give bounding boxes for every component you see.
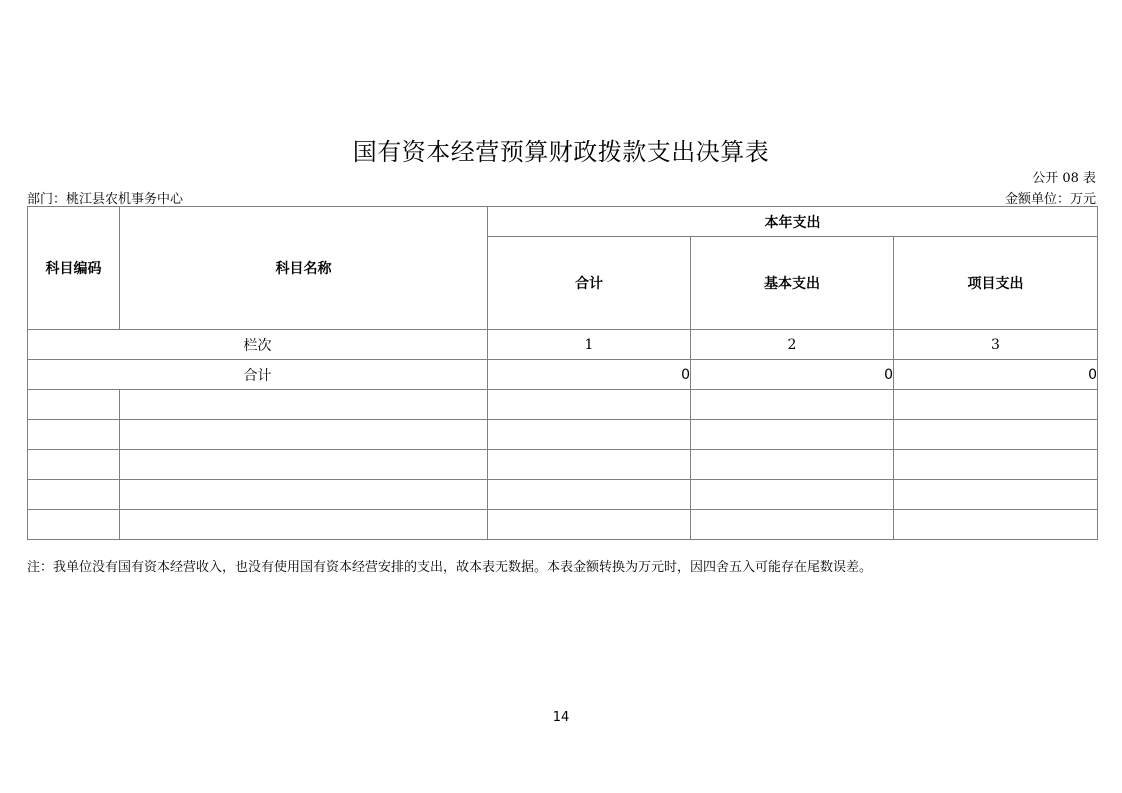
total-row <box>28 360 1098 390</box>
table-cell <box>28 390 120 420</box>
table-cell <box>894 390 1098 420</box>
table-cell <box>120 450 488 480</box>
department-label: 部门：桃江县农机事务中心 <box>27 192 184 207</box>
total-row-total-value: 0 <box>488 360 691 390</box>
table-cell <box>691 420 894 450</box>
table-row <box>28 510 1098 540</box>
header-total: 合计 <box>488 237 691 330</box>
column-number-row <box>28 330 1098 360</box>
table-cell <box>894 420 1098 450</box>
table-cell <box>28 420 120 450</box>
table-cell <box>691 510 894 540</box>
header-subject-name: 科目名称 <box>120 207 488 330</box>
column-number-1: 1 <box>488 330 691 360</box>
table-cell <box>28 510 120 540</box>
table-cell <box>894 510 1098 540</box>
form-code: 公开 08 表 <box>1032 171 1096 186</box>
table-cell <box>28 450 120 480</box>
header-basic-expense: 基本支出 <box>691 237 894 330</box>
budget-table <box>27 206 1098 540</box>
table-row <box>28 390 1098 420</box>
table-cell <box>488 420 691 450</box>
total-row-basic-value: 0 <box>691 360 894 390</box>
total-row-project-value: 0 <box>894 360 1098 390</box>
column-number-label: 栏次 <box>28 330 488 360</box>
table-cell <box>488 480 691 510</box>
header-row-top <box>28 207 1098 237</box>
table-cell <box>120 390 488 420</box>
page-title: 国有资本经营预算财政拨款支出决算表 <box>352 138 770 166</box>
column-number-3: 3 <box>894 330 1098 360</box>
table-row <box>28 450 1098 480</box>
table-cell <box>691 480 894 510</box>
header-subject-code: 科目编码 <box>28 207 120 330</box>
table-cell <box>28 480 120 510</box>
header-current-year-expense: 本年支出 <box>488 207 1098 237</box>
table-row <box>28 420 1098 450</box>
footnote: 注：我单位没有国有资本经营收入，也没有使用国有资本经营安排的支出，故本表无数据。本表金额转换为万元时，因四舍五入可能存在尾数误差。 <box>27 560 873 575</box>
table-row <box>28 480 1098 510</box>
table-cell <box>894 450 1098 480</box>
table-cell <box>488 510 691 540</box>
table-cell <box>894 480 1098 510</box>
total-row-label: 合计 <box>28 360 488 390</box>
table-cell <box>120 420 488 450</box>
table-cell <box>691 450 894 480</box>
column-number-2: 2 <box>691 330 894 360</box>
page-number: 14 <box>552 710 570 725</box>
amount-unit-label: 金额单位：万元 <box>1004 192 1096 207</box>
table-cell <box>691 390 894 420</box>
table-cell <box>120 510 488 540</box>
table-cell <box>120 480 488 510</box>
header-project-expense: 项目支出 <box>894 237 1098 330</box>
table-cell <box>488 450 691 480</box>
table-cell <box>488 390 691 420</box>
